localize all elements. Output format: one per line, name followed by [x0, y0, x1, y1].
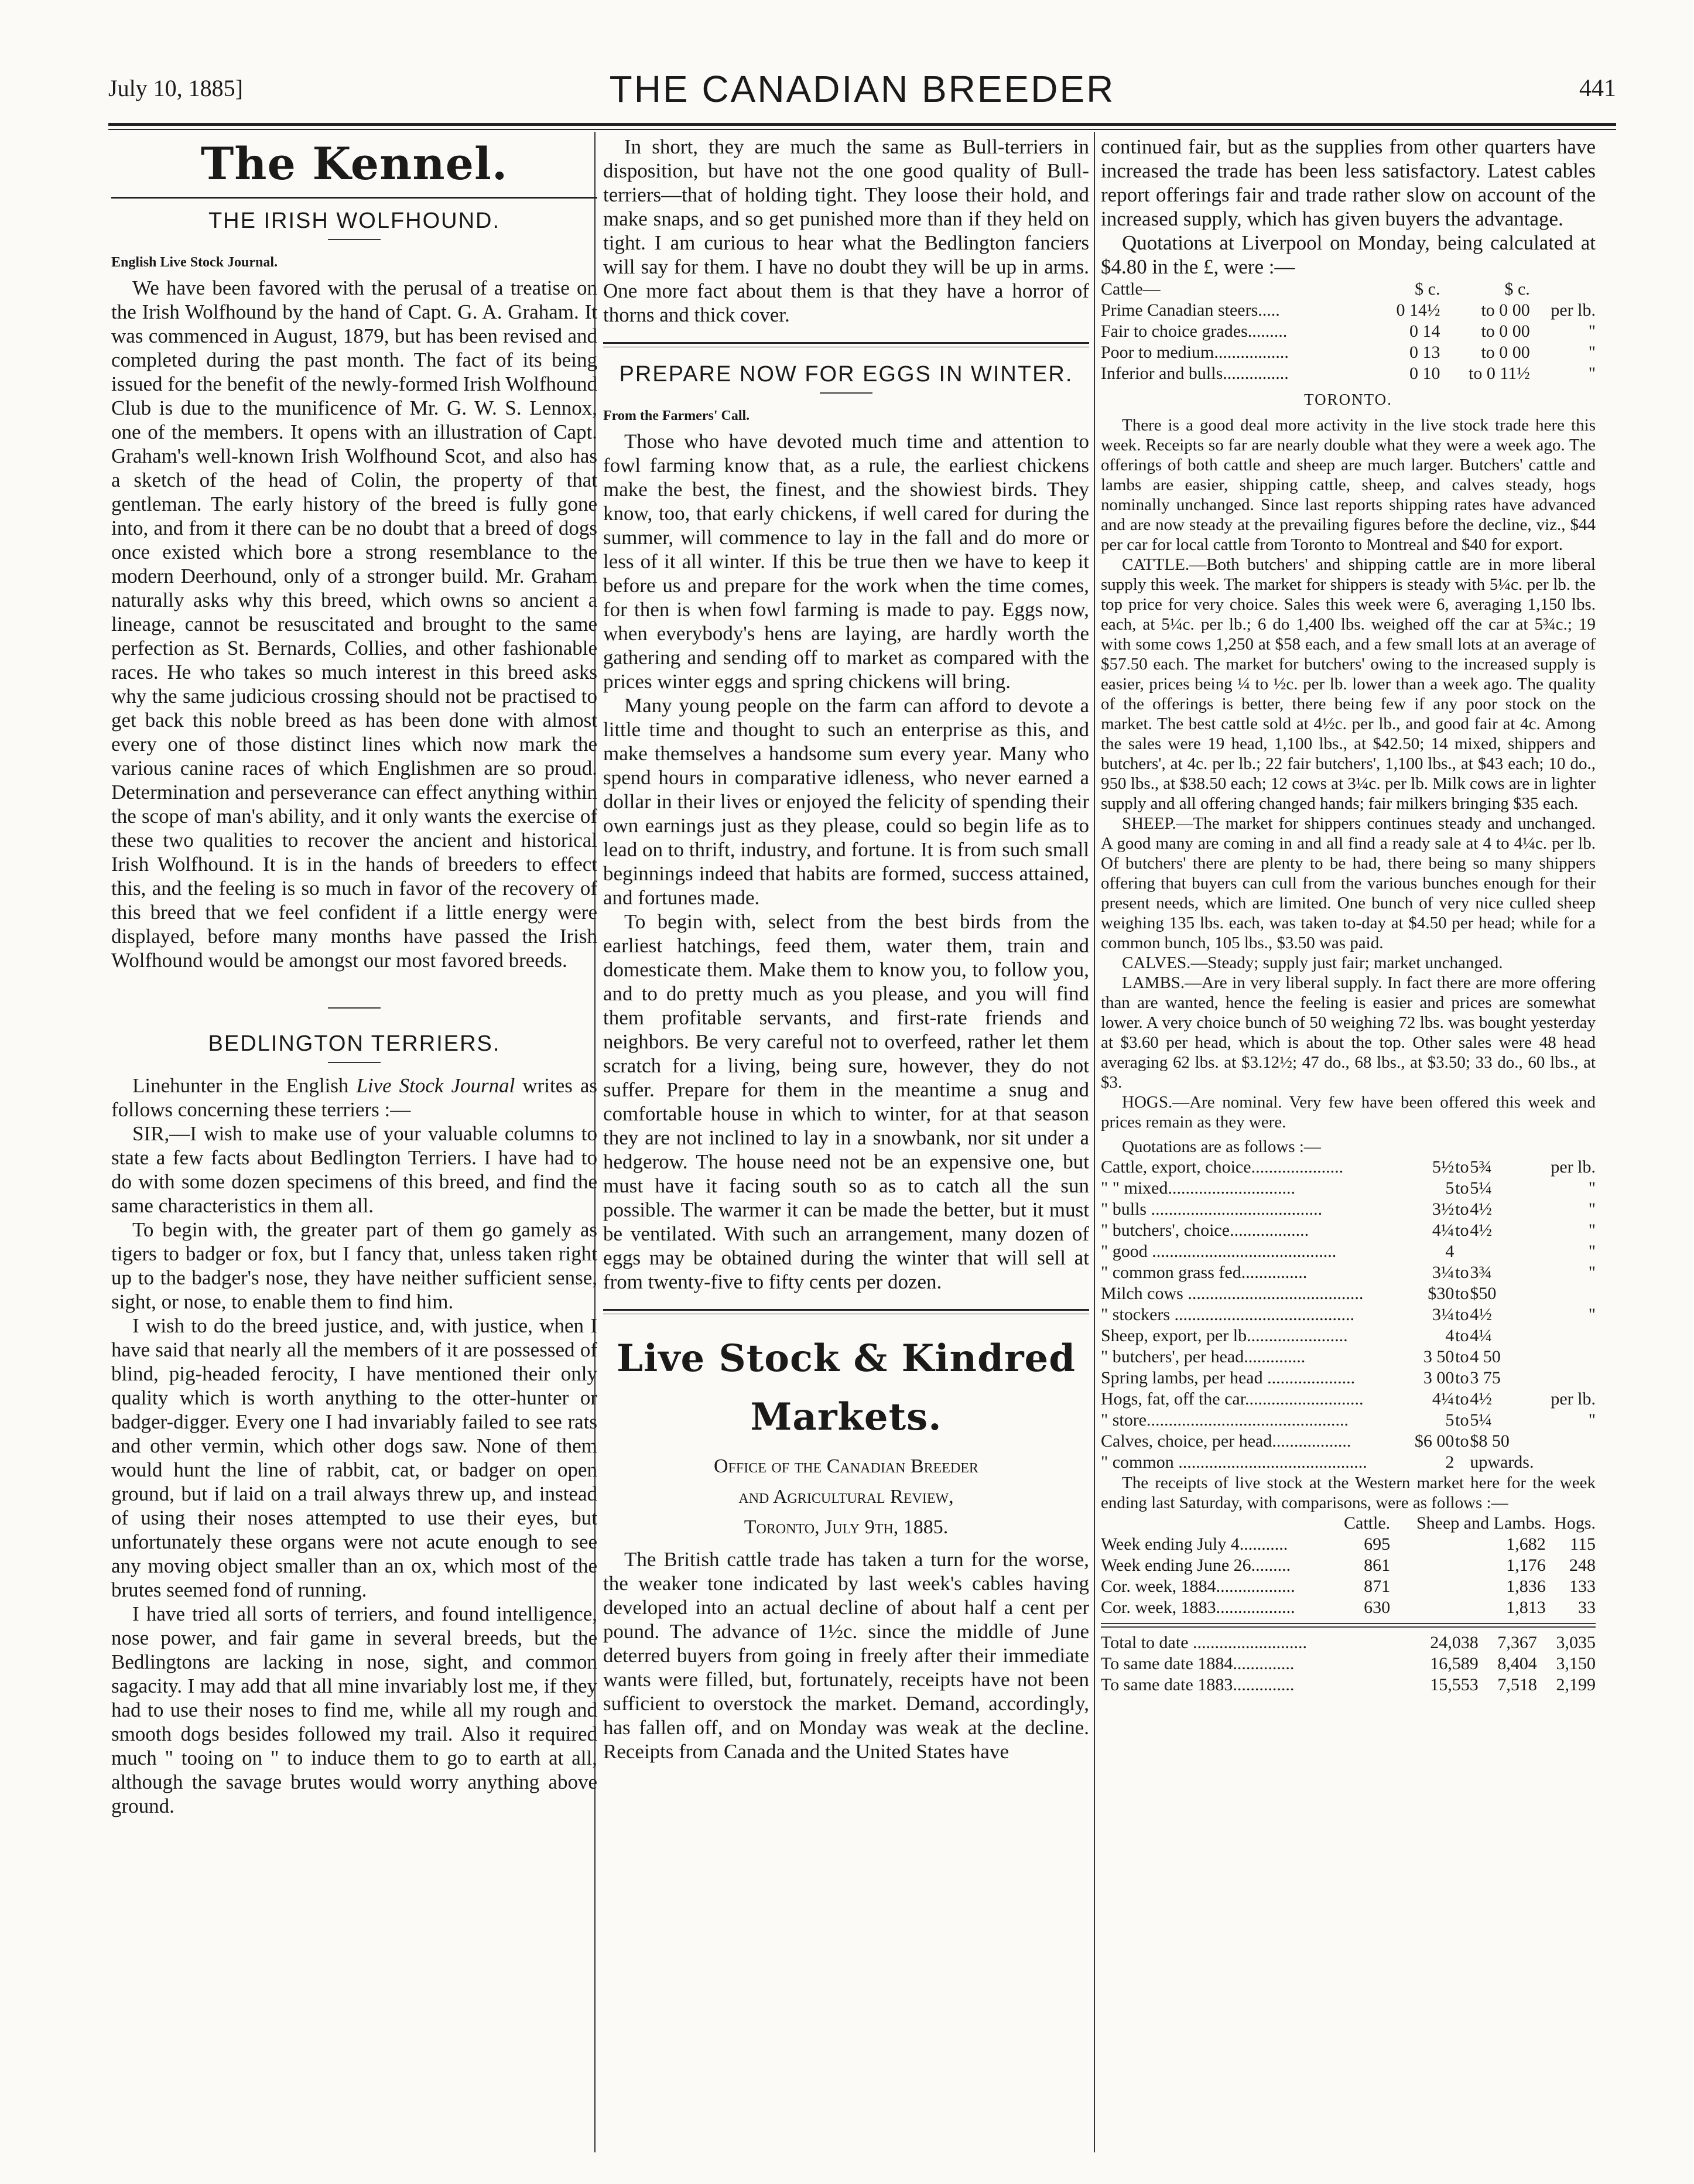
column-divider-2 [1094, 132, 1095, 2152]
table-cell: " bulls ....................................... [1101, 1199, 1323, 1219]
short-rule [328, 239, 381, 240]
table-cell: 1,836 [1506, 1577, 1546, 1596]
report-paragraph: There is a good deal more activity in the live stock trade here this week. Receipts so far are nearly double what they were a week ago. The offerings of both cattle and sheep are much larger. Butchers' cattle and lambs are easier, shipping cattle, sheep, and calves steady, hogs nominally unchanged. Since last reports shipping rates have advanced and are now steady at the prevailing figures before the decline, viz., $44 per car for local cattle from Toronto to Montreal and $40 for export. [1101, 416, 1596, 554]
table-cell: to [1455, 1199, 1469, 1219]
article-paragraph: To begin with, select from the best birds from the earliest hatchings, feed them, water them, train and domesticate them. Make them to know you, to follow you, and to do pretty much as you please, and you will find them profitable servants, and first-rate friends and neighbors. Be very careful not to overfeed, rather let them scratch for a living, being sure, however, they do not suffer. Prepare for them in the meantime a snug and comfortable house in which to winter, for at that season they are not inclined to lay in a snowbank, nor sit under a hedgerow. The house need not be an expensive one, but must have it facing south so as to catch all the sun possible. The warmer it can be made the better, but it must be ventilated. With such an arrangement, many dozen of eggs may be obtained during the winter that will sell at from twenty-five to fifty cents per dozen. [603, 910, 1089, 1293]
table-row [1101, 1283, 1596, 1304]
table-cell [1544, 1368, 1596, 1389]
table-row [1101, 1632, 1596, 1653]
table-cell: 3 00 [1423, 1368, 1455, 1387]
table-cell: 3 75 [1470, 1368, 1501, 1387]
table-cell: $50 [1470, 1284, 1497, 1303]
table-row [1101, 1325, 1596, 1346]
table-cell: Cattle, export, choice..................... [1101, 1157, 1344, 1177]
table-cell: to [1455, 1221, 1469, 1240]
table-cell [1530, 279, 1596, 300]
header-rule [108, 123, 1616, 130]
table-cell: 0 14 [1409, 322, 1440, 341]
table-cell: 4½ [1470, 1221, 1492, 1240]
table-cell: upwards. [1470, 1452, 1534, 1472]
issue-date: July 10, 1885] [108, 75, 243, 101]
table-cell: 115 [1570, 1534, 1596, 1554]
table-cell: to 0 00 [1481, 300, 1530, 320]
table-cell: 4¼ [1470, 1326, 1492, 1345]
table-cell: 4¼ [1432, 1389, 1455, 1409]
table-cell: per lb. [1551, 1389, 1596, 1409]
table-row [1101, 1431, 1596, 1452]
report-paragraph: SHEEP.—The market for shippers continues steady and unchanged. A good many are coming in and all find a ready sale at 4 to 4¼c. per lb. Of butchers' there are plenty to be had, there being so many shippers offering that buyers can cull from the various bunches enough for their present needs, which are limited. One bunch of very nice culled sheep weighing 135 lbs. each, was taken to-day at $4.50 per head; while for a common bunch, 105 lbs., $3.50 was paid. [1101, 814, 1596, 952]
table-cell: to [1455, 1389, 1469, 1409]
markets-title: Live Stock & Kindred Markets. [616, 1337, 1076, 1439]
table-cell: " " mixed............................. [1101, 1178, 1295, 1198]
table-cell: 4 [1445, 1242, 1455, 1261]
table-cell: $8 50 [1470, 1431, 1510, 1451]
table-cell: 133 [1569, 1577, 1596, 1596]
table-cell: Inferior and bulls............... [1101, 364, 1289, 383]
section-rule [603, 342, 1089, 347]
report-paragraph: CALVES.—Steady; supply just fair; market unchanged. [1122, 953, 1503, 972]
department-title: The Kennel. [200, 138, 508, 190]
table-cell [1544, 1452, 1596, 1473]
table-cell: " [1588, 364, 1596, 383]
table-cell: Sheep and Lambs. [1416, 1513, 1546, 1533]
table-cell: $ c. [1415, 279, 1440, 299]
report-paragraph: LAMBS.—Are in very liberal supply. In fact there are more offering than are wanted, hence the feeling is easier and prices are somewhat lower. A very choice bunch of 50 weighing 72 lbs. was bought yesterday at $3.60 per head, which is about the top. Other sales were 48 head averaging 62 lbs. at $3.12½; 47 do., 68 lbs., at $3.50; 33 do., 60 lbs., at $3. [1101, 973, 1596, 1092]
table-cell: Cattle— [1101, 279, 1161, 299]
table-row [1101, 1368, 1596, 1389]
table-row [1101, 1674, 1596, 1696]
table-cell: 861 [1364, 1556, 1391, 1575]
dateline [603, 1451, 1089, 1543]
table-cell: Poor to medium................. [1101, 343, 1289, 362]
column-3 [1101, 135, 1596, 2149]
table-cell: 0 10 [1409, 364, 1440, 383]
table-cell: 695 [1364, 1534, 1391, 1554]
dateline-line: and Agricultural Review, [738, 1486, 954, 1508]
table-cell: " common grass fed............... [1101, 1263, 1308, 1282]
table-row [1101, 1389, 1596, 1410]
table-row [1101, 342, 1596, 363]
table-cell [1544, 1283, 1596, 1304]
table-row [1101, 363, 1596, 384]
article-paragraph: To begin with, the greater part of them go gamely as tigers to badger or fox, but I fancy that, unless taken right up to the badger's nose, they have neither sufficient sense, sight, or nose, to enable them to find him. [111, 1218, 597, 1313]
table-cell: " butchers', choice.................. [1101, 1221, 1309, 1240]
totals-table [1101, 1632, 1596, 1696]
table-row [1101, 1262, 1596, 1283]
dateline-line: Office of the Canadian Breeder [714, 1455, 978, 1477]
table-cell: 3,150 [1556, 1654, 1596, 1673]
table-cell: " [1588, 1263, 1596, 1282]
table-cell: to [1455, 1326, 1469, 1345]
table-row [1101, 1653, 1596, 1674]
table-cell: 630 [1364, 1598, 1391, 1617]
dateline-line: Toronto, July 9th, 1885. [744, 1516, 949, 1538]
table-cell: 3½ [1432, 1199, 1455, 1219]
table-cell: 5½ [1432, 1157, 1455, 1177]
table-cell: " [1588, 1410, 1596, 1430]
table-cell: To same date 1883.............. [1101, 1675, 1295, 1694]
short-rule [328, 1007, 381, 1009]
article-paragraph: I have tried all sorts of terriers, and found intelligence, nose power, and fair game in several breeds, but the Bedlingtons are lacking in nose, sight, and common sagacity. I may add that all mine invariably lost me, if they had to use their noses to find me, while all my rough and smooth dogs besides followed my trail. Also it required much " tooing on " to induce them to go to earth at all, although the savage brutes would worry anything above ground. [111, 1602, 597, 1817]
table-cell: to [1455, 1347, 1469, 1366]
table-cell: 248 [1569, 1556, 1596, 1575]
table-cell [1544, 1325, 1596, 1346]
report-paragraph: The receipts of live stock at the Western market here for the week ending last Saturday, with comparisons, were as follows :— [1101, 1474, 1596, 1512]
table-cell: " [1588, 1221, 1596, 1240]
table-cell: Cattle. [1344, 1513, 1391, 1533]
table-cell: " common ........................................... [1101, 1452, 1367, 1472]
table-cell: per lb. [1551, 1157, 1596, 1177]
page-number: 441 [1579, 75, 1616, 102]
table-cell: " [1588, 1305, 1596, 1324]
article-intro [111, 1074, 597, 1122]
table-cell: to [1455, 1305, 1469, 1324]
table-cell [1544, 1431, 1596, 1452]
table-cell: Fair to choice grades......... [1101, 322, 1288, 341]
table-rule [1101, 1623, 1596, 1628]
table-cell: 2,199 [1556, 1675, 1596, 1694]
table-cell: 3 50 [1423, 1347, 1455, 1366]
table-cell: 0 13 [1409, 343, 1440, 362]
table-row [1101, 279, 1596, 300]
table-cell: To same date 1884.............. [1101, 1654, 1295, 1673]
table-row [1101, 1220, 1596, 1241]
journal-name: Live Stock Journal [356, 1074, 515, 1097]
table-cell: " [1588, 343, 1596, 362]
page-header [108, 67, 1616, 120]
table-cell: to 0 00 [1481, 343, 1530, 362]
table-cell: $6 00 [1414, 1431, 1455, 1451]
table-cell: " stockers ......................................... [1101, 1305, 1355, 1324]
article-title: THE IRISH WOLFHOUND. [208, 209, 501, 233]
report-paragraph: HOGS.—Are nominal. Very few have been offered this week and prices remain as they were. [1101, 1093, 1596, 1132]
table-cell: to [1455, 1178, 1469, 1198]
table-cell: 5¼ [1470, 1410, 1492, 1430]
table-cell: $ c. [1504, 279, 1530, 299]
article-paragraph: I wish to do the breed justice, and, with justice, when I have said that nearly all the members of it are possessed of blind, pig-headed ferocity, I have mentioned their only quality which is worth anything to the otter-hunter or badger-digger. Every one I had invariably failed to see rats and other vermin, which other dogs saw. None of them would hunt the line of rabbit, cat, or badger on open ground, but if laid on a trail always threw up, and instead of using their noses attempted to use their eyes, but unfortunately these organs were not acute enough to see any moving object smaller than an ox, which most of the brutes seemed fond of running. [111, 1314, 597, 1601]
table-cell: to [1455, 1284, 1469, 1303]
table-cell: Prime Canadian steers..... [1101, 300, 1280, 320]
short-rule [328, 1062, 381, 1063]
table-cell: 16,589 [1430, 1654, 1479, 1673]
report-paragraph: Quotations are as follows :— [1122, 1137, 1321, 1156]
table-row [1101, 1346, 1596, 1368]
table-cell: 3¼ [1432, 1305, 1455, 1324]
table-cell [1101, 1513, 1334, 1534]
table-row [1101, 1178, 1596, 1199]
table-cell: 5 [1445, 1178, 1455, 1198]
table-row [1101, 300, 1596, 321]
table-cell: " good .......................................... [1101, 1242, 1337, 1261]
article-paragraph: The British cattle trade has taken a turn for the worse, the weaker tone indicated by last week's cables having developed into an actual decline of about half a cent per pound. The advance of 1½c. since the middle of June deterred buyers from going in freely after their immediate wants were filled, but, fortunately, receipts have not been sufficient to overstock the market. Demand, accordingly, has fallen off, and on Monday was weak at the decline. Receipts from Canada and the United States have [603, 1548, 1089, 1763]
article-paragraph: continued fair, but as the supplies from other quarters have increased the trade has been less satisfactory. Latest cables report offerings fair and trade rather slow on account of the increased supply, which has given buyers the advantage. [1101, 135, 1596, 230]
table-cell: 3,035 [1556, 1633, 1596, 1652]
table-cell: 8,404 [1497, 1654, 1537, 1673]
table-cell: " butchers', per head.............. [1101, 1347, 1306, 1366]
table-cell: " [1588, 1199, 1596, 1219]
report-paragraph: CATTLE.—Both butchers' and shipping cattle are in more liberal supply this week. The market for shippers is steady with 5¼c. per lb. the top price for very choice. Sales this week were 6, averaging 1,150 lbs. each, at 5¼c. per lb.; 6 do 1,400 lbs. weighed off the car at 5¾c.; 19 with some cows 1,250 at $58 each, and a few small lots at an average of $57.50 each. The market for butchers' owing to the increased supply is easier, prices being ¼ to ½c. per lb. lower than a week ago. The quality of the offerings is better, there being few if any poor stock on the market. The best cattle sold at 4½c. per lb., and good fair at 4c. Among the sales were 19 head, 1,100 lbs., at $42.50; 14 mixed, shippers and butchers', at 4c. per lb.; 22 fair butchers', 1,100 lbs., at $43 each; 10 do., 950 lbs., at $38.50 each; 12 cows at 3¼c. per lb. Milk cows are in lighter supply and all offering changed hands; fair milkers bringing $35 each. [1101, 555, 1596, 813]
table-cell: to [1455, 1263, 1469, 1282]
table-cell: 4 50 [1470, 1347, 1501, 1366]
table-cell: to [1455, 1431, 1469, 1451]
article-source: From the Farmers' Call. [603, 408, 750, 423]
table-cell: 7,518 [1497, 1675, 1537, 1694]
table-cell: to 0 00 [1481, 322, 1530, 341]
market-report [1101, 415, 1596, 1157]
table-cell: " [1588, 1178, 1596, 1198]
table-cell [1454, 1452, 1470, 1473]
table-cell: 4½ [1470, 1305, 1492, 1324]
table-cell: Cor. week, 1884.................. [1101, 1577, 1295, 1596]
table-cell: 0 14½ [1396, 300, 1440, 320]
table-cell [1544, 1346, 1596, 1368]
table-cell [1470, 1241, 1544, 1262]
table-cell: to [1455, 1410, 1469, 1430]
publication-title: THE CANADIAN BREEDER [609, 68, 1115, 110]
table-cell: 4½ [1470, 1199, 1492, 1219]
column-2 [603, 135, 1089, 2149]
table-cell: to [1455, 1368, 1469, 1387]
table-cell: " [1588, 322, 1596, 341]
table-row [1101, 1199, 1596, 1220]
table-cell: $30 [1428, 1284, 1455, 1303]
table-cell: Hogs. [1554, 1513, 1596, 1533]
section-label: TORONTO. [1304, 391, 1392, 408]
short-rule [820, 392, 872, 394]
column-1 [111, 135, 597, 2149]
toronto-quotations-table [1101, 1157, 1596, 1473]
table-cell: 3¼ [1432, 1263, 1455, 1282]
table-cell: to 0 11½ [1469, 364, 1530, 383]
table-row [1101, 1452, 1596, 1473]
table-row [1101, 1555, 1596, 1576]
table-row [1101, 1304, 1596, 1325]
table-cell: " [1588, 1242, 1596, 1261]
section-rule [111, 197, 597, 199]
table-cell: Week ending June 26......... [1101, 1556, 1291, 1575]
table-cell: 1,813 [1506, 1598, 1546, 1617]
table-row [1101, 1513, 1596, 1534]
table-cell: 24,038 [1430, 1633, 1479, 1652]
table-cell: 5 [1445, 1410, 1455, 1430]
intro-text: writes as follows concerning these terriers :— [111, 1074, 597, 1121]
table-row [1101, 321, 1596, 342]
table-cell: 5¾ [1470, 1157, 1492, 1177]
table-cell: 33 [1578, 1598, 1596, 1617]
table-cell: 4¼ [1432, 1221, 1455, 1240]
article-title: BEDLINGTON TERRIERS. [208, 1031, 501, 1056]
table-row [1101, 1534, 1596, 1555]
article-paragraph: Those who have devoted much time and attention to fowl farming know that, as a rule, the earliest chickens make the best, the finest, and the showiest birds. They know, too, that early chickens, if well cared for during the summer, will commence to lay in the fall and do more or less of it all winter. If this be true then we have to keep it before us and prepare for the work when the time comes, for then is when fowl farming is made to pay. Eggs now, when everybody's hens are laying, are hardly worth the gathering and sending off to market as compared with the prices winter eggs and spring chickens will bring. [603, 430, 1089, 693]
table-row [1101, 1576, 1596, 1597]
table-cell: Sheep, export, per lb....................... [1101, 1326, 1348, 1345]
table-row [1101, 1241, 1596, 1262]
table-row [1101, 1157, 1596, 1178]
receipts-table [1101, 1513, 1596, 1618]
table-cell: 4½ [1470, 1389, 1492, 1409]
table-row [1101, 1410, 1596, 1431]
table-cell: Calves, choice, per head.................. [1101, 1431, 1351, 1451]
table-cell: 4 [1445, 1326, 1455, 1345]
table-cell: Week ending July 4........... [1101, 1534, 1288, 1554]
table-row [1101, 1597, 1596, 1618]
table-cell: 1,176 [1506, 1556, 1546, 1575]
article-paragraph: SIR,—I wish to make use of your valuable columns to state a few facts about Bedlington Terriers. I have had to do with some dozen specimens of this breed, and find the same characteristics in them all. [111, 1122, 597, 1217]
table-cell: Hogs, fat, off the car........................... [1101, 1389, 1364, 1409]
article-source: English Live Stock Journal. [111, 255, 278, 270]
article-paragraph: We have been favored with the perusal of a treatise on the Irish Wolfhound by the hand of Capt. G. A. Graham. It was commenced in August, 1879, but has been revised and completed during the past month. The fact of its being issued for the benefit of the newly-formed Irish Wolfhound Club is due to the munificence of Mr. G. W. S. Lennox, one of the members. It opens with an illustration of Capt. Graham's well-known Irish Wolfhound Scot, and also has a sketch of the head of Colin, the property of that gentleman. The early history of the breed is fully gone into, and from it there can be no doubt that a breed of dogs once existed which bore a strong resemblance to the modern Deerhound, only of a stronger build. Mr. Graham naturally asks why this breed, which owns so ancient a lineage, cannot be resuscitated and brought to the same perfection as St. Bernards, Collies, and other fashionable races. He who takes so much interest in this breed asks why the same judicious crossing should not be practised to get back this noble breed as has been done with almost every one of those distinct lines which now mark the various canine races of which Englishmen are so proud. Determination and perseverance can effect anything within the scope of man's ability, and it only wants the exercise of these two qualities to recover the ancient and historical Irish Wolfhound. It is in the hands of breeders to effect this, and the feeling is so much in favor of the recovery of this breed that we feel confident if a little energy were displayed, before many months have passed the Irish Wolfhound would be amongst our most favored breeds. [111, 276, 597, 972]
table-cell: 1,682 [1506, 1534, 1546, 1554]
section-rule [603, 1309, 1089, 1314]
article-paragraph: Many young people on the farm can afford to devote a little time and thought to such an enterprise as this, and make themselves a handsome sum every year. Many who spend hours in comparative idleness, who never earned a dollar in their lives or enjoyed the felicity of spending their own earnings just as they please, could so begin life as to lead on to thrift, industry, and fortune. It is from such small beginnings indeed that habits are formed, success attained, and fortunes made. [603, 694, 1089, 909]
table-cell: 7,367 [1497, 1633, 1537, 1652]
table-cell: 5¼ [1470, 1178, 1492, 1198]
liverpool-quotations-table [1101, 279, 1596, 384]
table-cell [1454, 1241, 1470, 1262]
table-cell: Cor. week, 1883.................. [1101, 1598, 1295, 1617]
table-cell: Milch cows ........................................ [1101, 1284, 1364, 1303]
intro-text: Linehunter in the English [132, 1074, 357, 1097]
table-cell: 15,553 [1430, 1675, 1479, 1694]
table-cell: Total to date .......................... [1101, 1633, 1308, 1652]
table-cell: Spring lambs, per head .................... [1101, 1368, 1356, 1387]
article-paragraph: In short, they are much the same as Bull-terriers in disposition, but have not the one good quality of Bull-terriers—that of holding tight. They loose their hold, and make snaps, and so get punished more than if they held on tight. I am curious to hear what the Bedlington fanciers will say for them. I have no doubt they will be up in arms. One more fact about them is that they have a horror of thorns and thick cover. [603, 135, 1089, 326]
table-cell: 2 [1445, 1452, 1455, 1472]
table-cell: 871 [1364, 1577, 1391, 1596]
article-title: PREPARE NOW FOR EGGS IN WINTER. [619, 362, 1073, 387]
article-paragraph: Quotations at Liverpool on Monday, being calculated at $4.80 in the £, were :— [1101, 231, 1596, 278]
table-cell: 3¾ [1470, 1263, 1492, 1282]
table-cell: to [1455, 1157, 1469, 1177]
table-cell: per lb. [1551, 300, 1596, 320]
table-cell: " store.............................................. [1101, 1410, 1349, 1430]
